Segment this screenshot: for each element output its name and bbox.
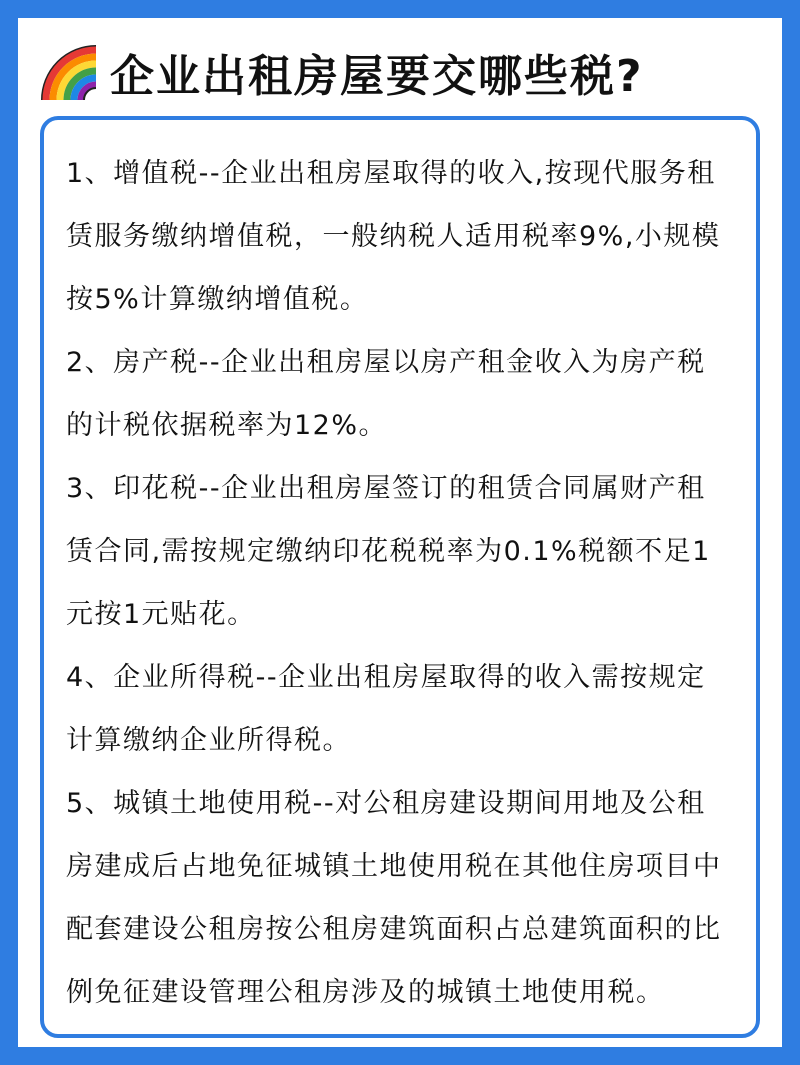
tax-item-vat: [66, 142, 726, 331]
text-line: 1、增值税--企业出租房屋取得的收入,按现代服务租: [66, 158, 716, 189]
text-line: 元按1元贴花。: [66, 599, 256, 630]
rainbow-icon: [38, 42, 98, 102]
text-line: 配套建设公租房按公租房建筑面积占总建筑面积的比: [66, 914, 722, 945]
text-line: 4、企业所得税--企业出租房屋取得的收入需按规定: [66, 662, 706, 693]
text-line: 计算缴纳企业所得税。: [66, 725, 351, 756]
text-line: 3、印花税--企业出租房屋签订的租赁合同属财产租: [66, 473, 706, 504]
page-title: 企业出租房屋要交哪些税?: [110, 51, 644, 102]
tax-item-income: [66, 646, 726, 772]
text-line: 2、房产税--企业出租房屋以房产租金收入为房产税: [66, 347, 706, 378]
text-line: 按5%计算缴纳增值税。: [66, 284, 369, 315]
tax-item-property: [66, 331, 726, 457]
text-line: 赁服务缴纳增值税，一般纳税人适用税率9%,小规模: [66, 221, 721, 252]
content-card: [40, 116, 760, 1038]
text-line: 的计税依据税率为12%。: [66, 410, 388, 441]
text-line: 例免征建设管理公租房涉及的城镇土地使用税。: [66, 977, 665, 1008]
tax-item-stamp: [66, 457, 726, 646]
text-line: 赁合同,需按规定缴纳印花税税率为0.1%税额不足1: [66, 536, 711, 567]
tax-item-land-use: [66, 772, 726, 1024]
text-line: 房建成后占地免征城镇土地使用税在其他住房项目中: [66, 851, 722, 882]
header: [38, 36, 778, 108]
text-line: 5、城镇土地使用税--对公租房建设期间用地及公租: [66, 788, 706, 819]
